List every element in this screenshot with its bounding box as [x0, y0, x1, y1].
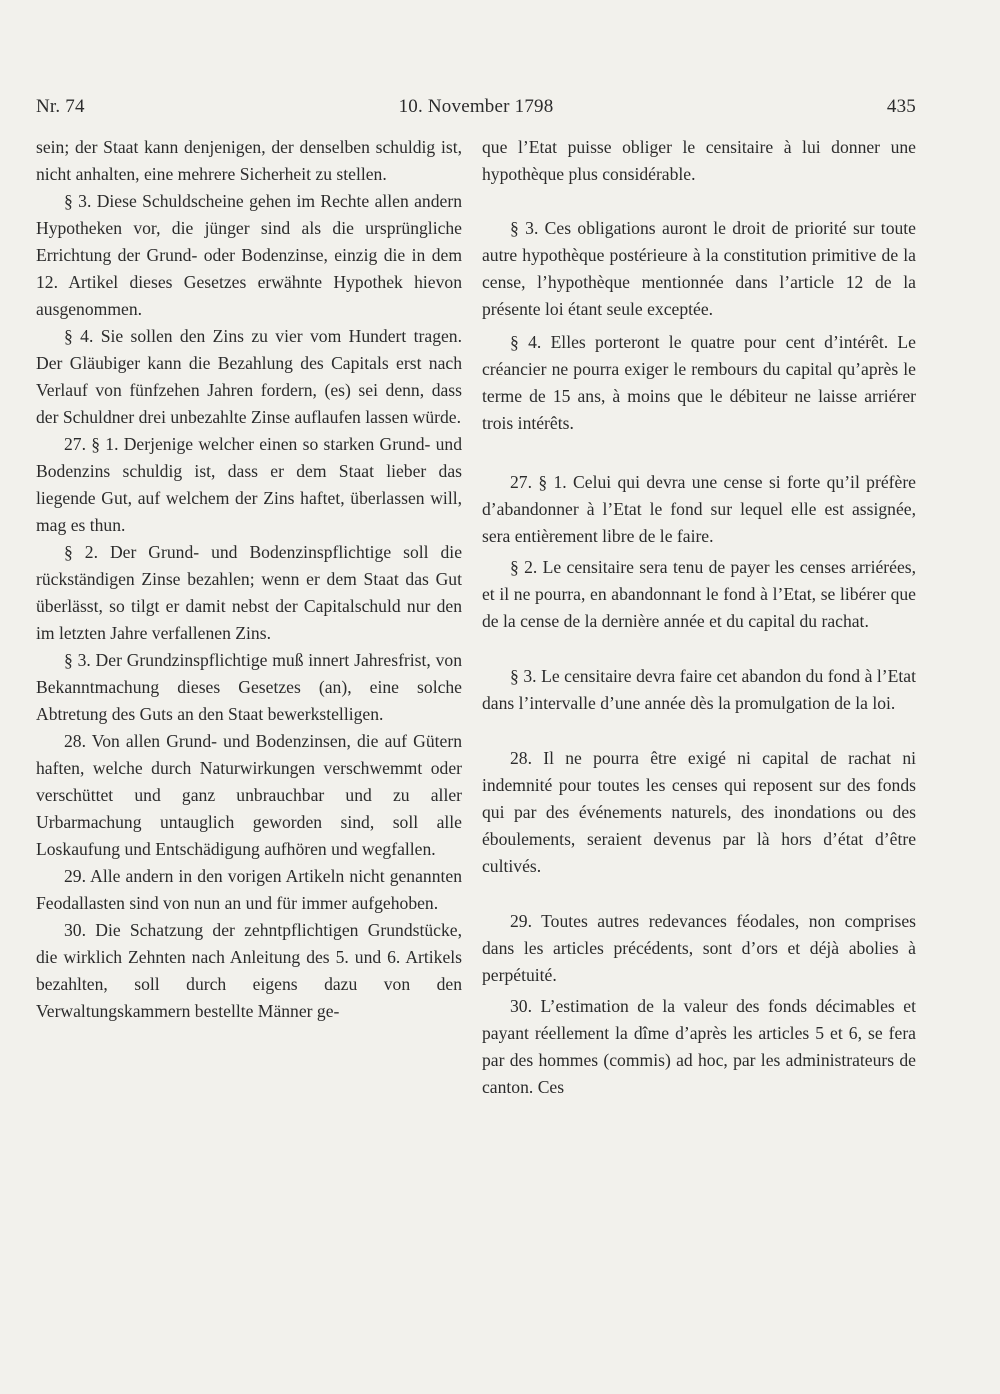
french-paragraph: § 4. Elles porteront le quatre pour cent d’intérêt. Le créancier ne pourra exiger le rembours du capital qu’après le terme de 15 ans, à moins que le débiteur ne laisse arriérer trois intérêts.	[482, 332, 916, 433]
french-paragraph: 28. Il ne pourra être exigé ni capital de rachat ni indemnité pour toutes les censes qui reposent sur des fonds qui par des événements naturels, des inondations ou des éboulements, seraient devenus par là hors d’état d’être cultivés.	[482, 748, 916, 876]
french-column	[482, 134, 916, 1101]
page-header	[36, 96, 916, 126]
german-paragraph: 29. Alle andern in den vorigen Artikeln nicht genannten Feodallasten sind von nun an und für immer aufgehoben.	[36, 866, 462, 913]
document-date: 10. November 1798	[398, 96, 554, 117]
german-paragraph: § 4. Sie sollen den Zins zu vier vom Hundert tragen. Der Gläubiger kann die Bezahlung des Capitals erst nach Verlauf von fünfzehen Jahren fordern, (es) sei denn, dass der Schuldner drei unbezahlte Zinse auflaufen lassen würde.	[36, 326, 462, 427]
german-paragraph: § 3. Diese Schuldscheine gehen im Rechte allen andern Hypotheken vor, die jünger sind als die ursprüngliche Errichtung der Grund- oder Bodenzinse, einzig die in dem 12. Artikel dieses Gesetzes erwähnte Hypothek hievon ausgenommen.	[36, 191, 462, 319]
french-paragraph: 27. § 1. Celui qui devra une cense si forte qu’il préfère d’abandonner à l’Etat le fond sur lequel elle est assignée, sera entièrement libre de le faire.	[482, 472, 916, 546]
german-paragraph: sein; der Staat kann denjenigen, der denselben schuldig ist, nicht anhalten, eine mehrere Sicherheit zu stellen.	[36, 137, 462, 184]
french-paragraph: § 2. Le censitaire sera tenu de payer les censes arriérées, et il ne pourra, en abandonnant le fond à l’Etat, se libérer que de la cense de la dernière année et du capital du rachat.	[482, 557, 916, 631]
german-paragraph: § 2. Der Grund- und Bodenzinspflichtige soll die rückständigen Zinse bezahlen; wenn er dem Staat das Gut überlässt, so tilgt er damit nebst der Capitalschuld nur den im letzten Jahre verfallenen Zins.	[36, 542, 462, 643]
page-number: 435	[886, 96, 916, 117]
german-paragraph: § 3. Der Grundzinspflichtige muß innert Jahresfrist, von Bekanntmachung dieses Gesetzes (an), eine solche Abtretung des Guts an den Staat bewerkstelligen.	[36, 650, 462, 724]
french-paragraph: § 3. Ces obligations auront le droit de priorité sur toute autre hypothèque postérieure à la constitution primitive de la cense, l’hypothèque mentionnée dans l’article 12 de la présente loi étant seule exceptée.	[482, 218, 916, 319]
french-paragraph: 30. L’estimation de la valeur des fonds décimables et payant réellement la dîme d’après les articles 5 et 6, se fera par des hommes (commis) ad hoc, par les administrateurs de canton. Ces	[482, 996, 916, 1097]
german-paragraph: 30. Die Schatzung der zehntpflichtigen Grundstücke, die wirklich Zehnten nach Anleitung des 5. und 6. Artikels bezahlten, soll durch eigens dazu von den Verwaltungskammern bestellte Männer ge-	[36, 920, 462, 1021]
french-paragraph: 29. Toutes autres redevances féodales, non comprises dans les articles précédents, sont d’ors et déjà abolies à perpétuité.	[482, 911, 916, 985]
german-paragraph: 27. § 1. Derjenige welcher einen so starken Grund- und Bodenzins schuldig ist, dass er dem Staat lieber das liegende Gut, auf welchem der Zins haftet, überlassen will, mag es thun.	[36, 434, 462, 535]
french-paragraph: que l’Etat puisse obliger le censitaire à lui donner une hypothèque plus considérable.	[482, 137, 916, 184]
document-number: Nr. 74	[36, 96, 85, 117]
german-paragraph: 28. Von allen Grund- und Bodenzinsen, die auf Gütern haften, welche durch Naturwirkungen verschwemmt oder verschüttet und ganz unbrauchbar und zu aller Urbarmachung untauglich geworden sind, soll alle Loskaufung und Entschädigung aufhören und wegfallen.	[36, 731, 462, 859]
german-column	[36, 134, 462, 1025]
french-paragraph: § 3. Le censitaire devra faire cet abandon du fond à l’Etat dans l’intervalle d’une année dès la promulgation de la loi.	[482, 666, 916, 713]
